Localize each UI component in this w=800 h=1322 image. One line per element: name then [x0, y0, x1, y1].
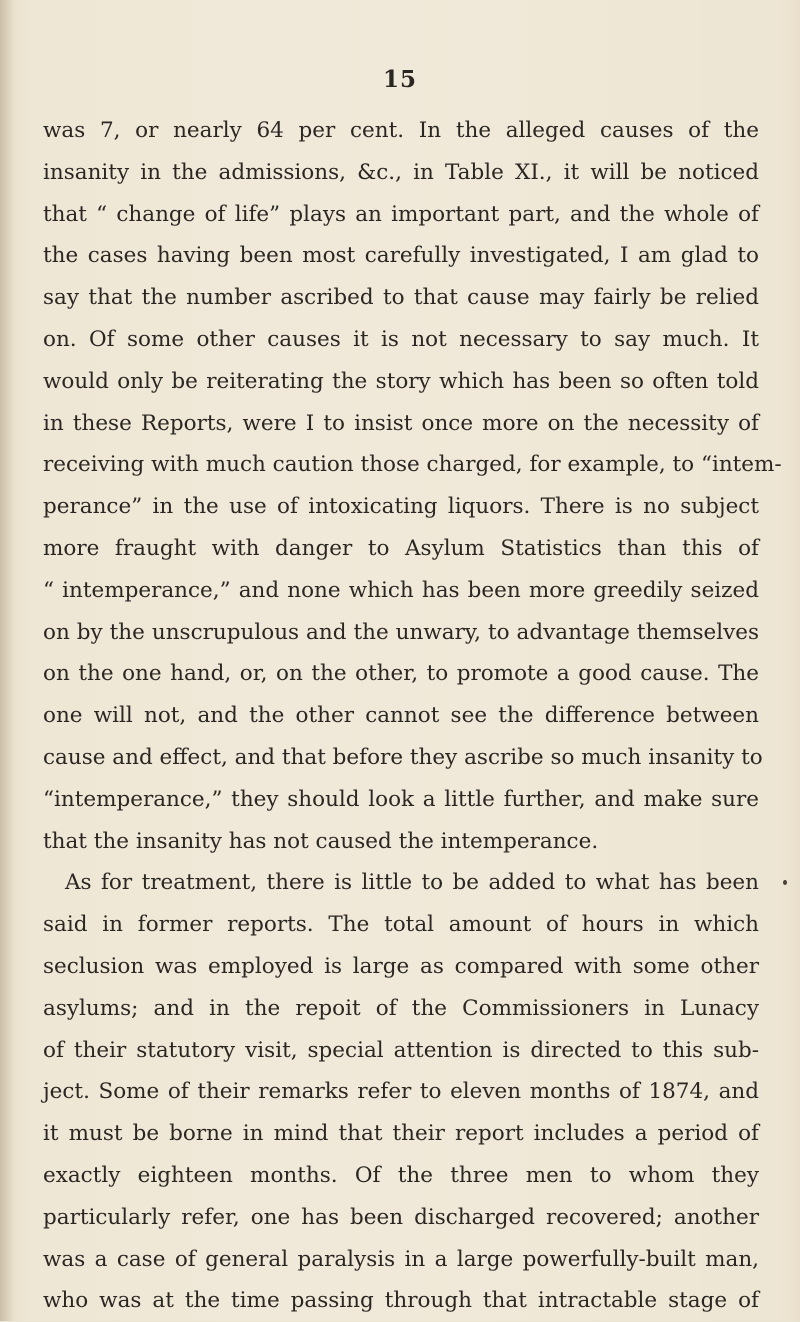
text-line: the cases having been most carefully investigated, I am glad to: [43, 243, 759, 269]
page-number: 15: [382, 66, 417, 93]
text-line: perance” in the use of intoxicating liquors. There is no subject: [43, 494, 759, 520]
text-line: on by the unscrupulous and the unwary, to advantage themselves: [43, 619, 759, 645]
text-line: that “ change of life” plays an important part, and the whole of: [43, 201, 759, 227]
text-line: exactly eighteen months. Of the three men to whom they: [43, 1162, 759, 1188]
text-line: of their statutory visit, special attention is directed to this sub-: [43, 1037, 759, 1063]
text-line: on. Of some other causes it is not necessary to say much. It: [43, 326, 759, 352]
text-line: ject. Some of their remarks refer to eleven months of 1874, and: [43, 1079, 759, 1105]
text-line: As for treatment, there is little to be added to what has been: [65, 870, 759, 896]
text-line: “ intemperance,” and none which has been more greedily seized: [43, 577, 759, 603]
text-line: in these Reports, were I to insist once more on the necessity of: [43, 410, 759, 436]
binding-shadow: [0, 0, 14, 1321]
text-line: it must be borne in mind that their report includes a period of: [43, 1121, 759, 1147]
text-line: insanity in the admissions, &c., in Table XI., it will be noticed: [43, 159, 759, 185]
text-line: was 7, or nearly 64 per cent. In the alleged causes of the: [43, 118, 759, 143]
ink-speck: [783, 880, 787, 885]
text-line: cause and effect, and that before they ascribe so much insanity to: [43, 744, 763, 770]
text-line: that the insanity has not caused the intemperance.: [43, 828, 599, 854]
text-line: would only be reiterating the story which has been so often told: [43, 368, 759, 394]
body-text: [43, 110, 782, 1322]
text-line: was a case of general paralysis in a large powerfully-built man,: [43, 1246, 759, 1272]
text-line: “intemperance,” they should look a little further, and make sure: [43, 786, 759, 812]
text-line: said in former reports. The total amount of hours in which: [43, 912, 759, 938]
text-line: receiving with much caution those charged, for example, to “intem-: [43, 452, 782, 478]
text-line: on the one hand, or, on the other, to promote a good cause. The: [43, 661, 759, 687]
text-line: asylums; and in the repoit of the Commissioners in Lunacy: [43, 995, 759, 1021]
text-line: seclusion was employed is large as compared with some other: [43, 953, 759, 979]
text-line: who was at the time passing through that intractable stage of: [43, 1288, 759, 1314]
text-line: one will not, and the other cannot see the difference between: [43, 703, 759, 729]
text-line: particularly refer, one has been discharged recovered; another: [43, 1204, 759, 1230]
text-line: more fraught with danger to Asylum Statistics than this of: [43, 535, 759, 561]
text-line: say that the number ascribed to that cause may fairly be relied: [43, 285, 759, 311]
